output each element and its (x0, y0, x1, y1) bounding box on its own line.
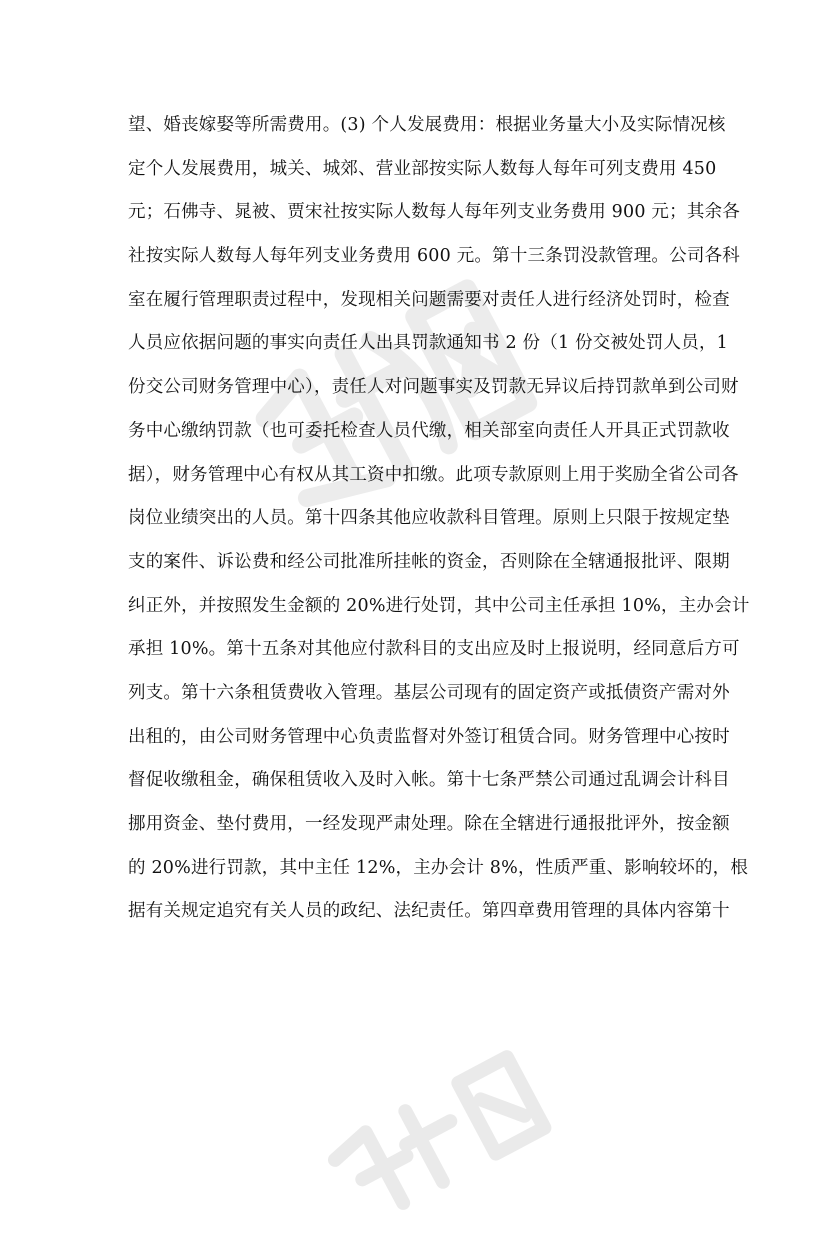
text-line: 承担 10%。第十五条对其他应付款科目的支出应及时上报说明，经同意后方可 (128, 639, 740, 660)
text-line: 纠正外，并按照发生金额的 20%进行处罚，其中公司主任承担 10%，主办会计 (128, 595, 750, 616)
body-text (128, 104, 750, 934)
text-line: 元；石佛寺、晁被、贾宋社按实际人数每人每年列支业务费用 900 元；其余各 (128, 202, 740, 223)
watermark-icon (308, 1032, 563, 1237)
text-line: 出租的，由公司财务管理中心负责监督对外签订租赁合同。财务管理中心按时 (128, 726, 730, 747)
text-line: 支的案件、诉讼费和经公司批准所挂帐的资金，否则除在全辖通报批评、限期 (128, 551, 730, 572)
text-line: 据有关规定追究有关人员的政纪、法纪责任。第四章费用管理的具体内容第十 (128, 901, 730, 922)
text-line: 据），财务管理中心有权从其工资中扣缴。此项专款原则上用于奖励全省公司各 (128, 464, 739, 485)
text-line: 份交公司财务管理中心），责任人对问题事实及罚款无异议后持罚款单到公司财 (128, 377, 739, 398)
text-line: 室在履行管理职责过程中，发现相关问题需要对责任人进行经济处罚时，检查 (128, 289, 730, 310)
text-line: 列支。第十六条租赁费收入管理。基层公司现有的固定资产或抵债资产需对外 (128, 682, 730, 703)
text-line: 岗位业绩突出的人员。第十四条其他应收款科目管理。原则上只限于按规定垫 (128, 508, 730, 529)
text-line: 人员应依据问题的事实向责任人出具罚款通知书 2 份（1 份交被处罚人员，1 (128, 333, 728, 354)
text-line: 定个人发展费用，城关、城郊、营业部按实际人数每人每年可列支费用 450 (128, 158, 717, 179)
text-line: 的 20%进行罚款，其中主任 12%，主办会计 8%，性质严重、影响较坏的，根 (128, 857, 749, 878)
text-line: 挪用资金、垫付费用，一经发现严肃处理。除在全辖进行通报批评外，按金额 (128, 814, 730, 834)
text-line: 望、婚丧嫁娶等所需费用。(3) 个人发展费用：根据业务量大小及实际情况核 (128, 115, 726, 135)
text-line: 督促收缴租金，确保租赁收入及时入帐。第十七条严禁公司通过乱调会计科目 (128, 770, 730, 791)
text-line: 社按实际人数每人每年列支业务费用 600 元。第十三条罚没款管理。公司各科 (128, 246, 740, 267)
text-line: 务中心缴纳罚款（也可委托检查人员代缴，相关部室向责任人开具正式罚款收 (128, 420, 730, 441)
